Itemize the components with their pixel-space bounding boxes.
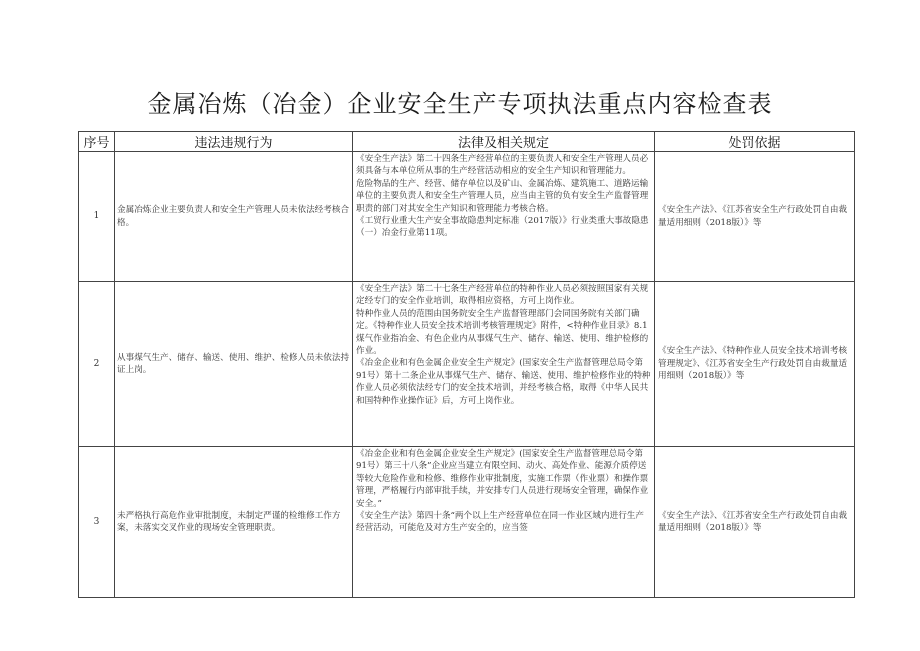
table-row [79, 282, 855, 447]
penalty-basis-cell: 《安全生产法》、《江苏省安全生产行政处罚自由裁量适用细则（2018版）》等 [655, 447, 855, 598]
law-cell [353, 282, 655, 447]
law-paragraph: 《安全生产法》第二十四条生产经营单位的主要负责人和安全生产管理人员必须具备与本单位所从事的生产经营活动相应的安全生产知识和管理能力。 [356, 154, 649, 177]
law-paragraph: 《安全生产法》第二十七条生产经营单位的特种作业人员必须按照国家有关规定经专门的安全作业培训，取得相应资格，方可上岗作业。 [356, 284, 649, 307]
header-violation: 违法违规行为 [115, 132, 353, 152]
violation-cell: 从事煤气生产、储存、输送、使用、维护、检修人员未依法持证上岗。 [115, 282, 353, 447]
row-number: 3 [79, 447, 115, 598]
violation-cell: 金属冶炼企业主要负责人和安全生产管理人员未依法经考核合格。 [115, 152, 353, 282]
table-header-row [79, 132, 855, 152]
law-paragraph: 《冶金企业和有色金属企业安全生产规定》(国家安全生产监督管理总局令第91号）第十二条企业从事煤气生产、储存、输送、使用、维护检修作业的特种作业人员必须依法经专门的安全技术培训，并经考核合格，取得《中华人民共和国特种作业操作证》后，方可上岗作业。 [356, 358, 651, 406]
row-number: 2 [79, 282, 115, 447]
header-law: 法律及相关规定 [353, 132, 655, 152]
header-penalty-basis: 处罚依据 [655, 132, 855, 152]
document-title: 金属冶炼（冶金）企业安全生产专项执法重点内容检查表 [147, 90, 773, 118]
law-cell [353, 447, 655, 598]
law-paragraph: 《安全生产法》第四十条“两个以上生产经营单位在同一作业区域内进行生产经营活动，可能危及对方生产安全的，应当签 [356, 511, 644, 534]
law-paragraph: 危险物品的生产、经营、储存单位以及矿山、金属冶炼、建筑施工、道路运输单位的主要负责人和安全生产管理人员，应当由主管的负有安全生产监督管理职责的部门对其安全生产知识和管理能力考核合格。 [356, 178, 649, 214]
violation-cell: 未严格执行高危作业审批制度，未制定严谨的检维修工作方案，未落实交叉作业的现场安全管理职责。 [115, 447, 353, 598]
law-paragraph: 《冶金企业和有色金属企业安全生产规定》(国家安全生产监督管理总局令第91号）第三十八条”企业应当建立有限空间、动火、高处作业、能源介质停送等较大危险作业和检修、维修作业审批制度，实施工作票（作业票）和操作票管理，严格履行内部审批手续，并安排专门人员进行现场安全管理，确保作业安全。” [356, 449, 649, 509]
law-cell [353, 152, 655, 282]
inspection-table [78, 131, 855, 598]
row-number: 1 [79, 152, 115, 282]
law-paragraph: 特种作业人员的范围由国务院安全生产监督管理部门会同国务院有关部门确定。《特种作业人员安全技术培训考核管理规定》附件，<特种作业目录》8.1煤气作业指冶金、有色企业内从事煤气生产、储存、输送、使用、维护检修的作业。 [356, 308, 649, 357]
penalty-basis-cell: 《安全生产法》、《江苏省安全生产行政处罚自由裁量适用细则（2018版）》等 [655, 152, 855, 282]
header-serial: 序号 [79, 132, 115, 152]
penalty-basis-cell: 《安全生产法》、《特种作业人员安全技术培训考核管理规定》、《江苏省安全生产行政处罚自由裁量适用细则（2018版）》等 [655, 282, 855, 447]
law-paragraph: 《工贸行业重大生产安全事故隐患判定标准（2017版）》行业类重大事故隐患（一）冶金行业第11项。 [356, 216, 649, 239]
table-row [79, 447, 855, 598]
table-row [79, 152, 855, 282]
